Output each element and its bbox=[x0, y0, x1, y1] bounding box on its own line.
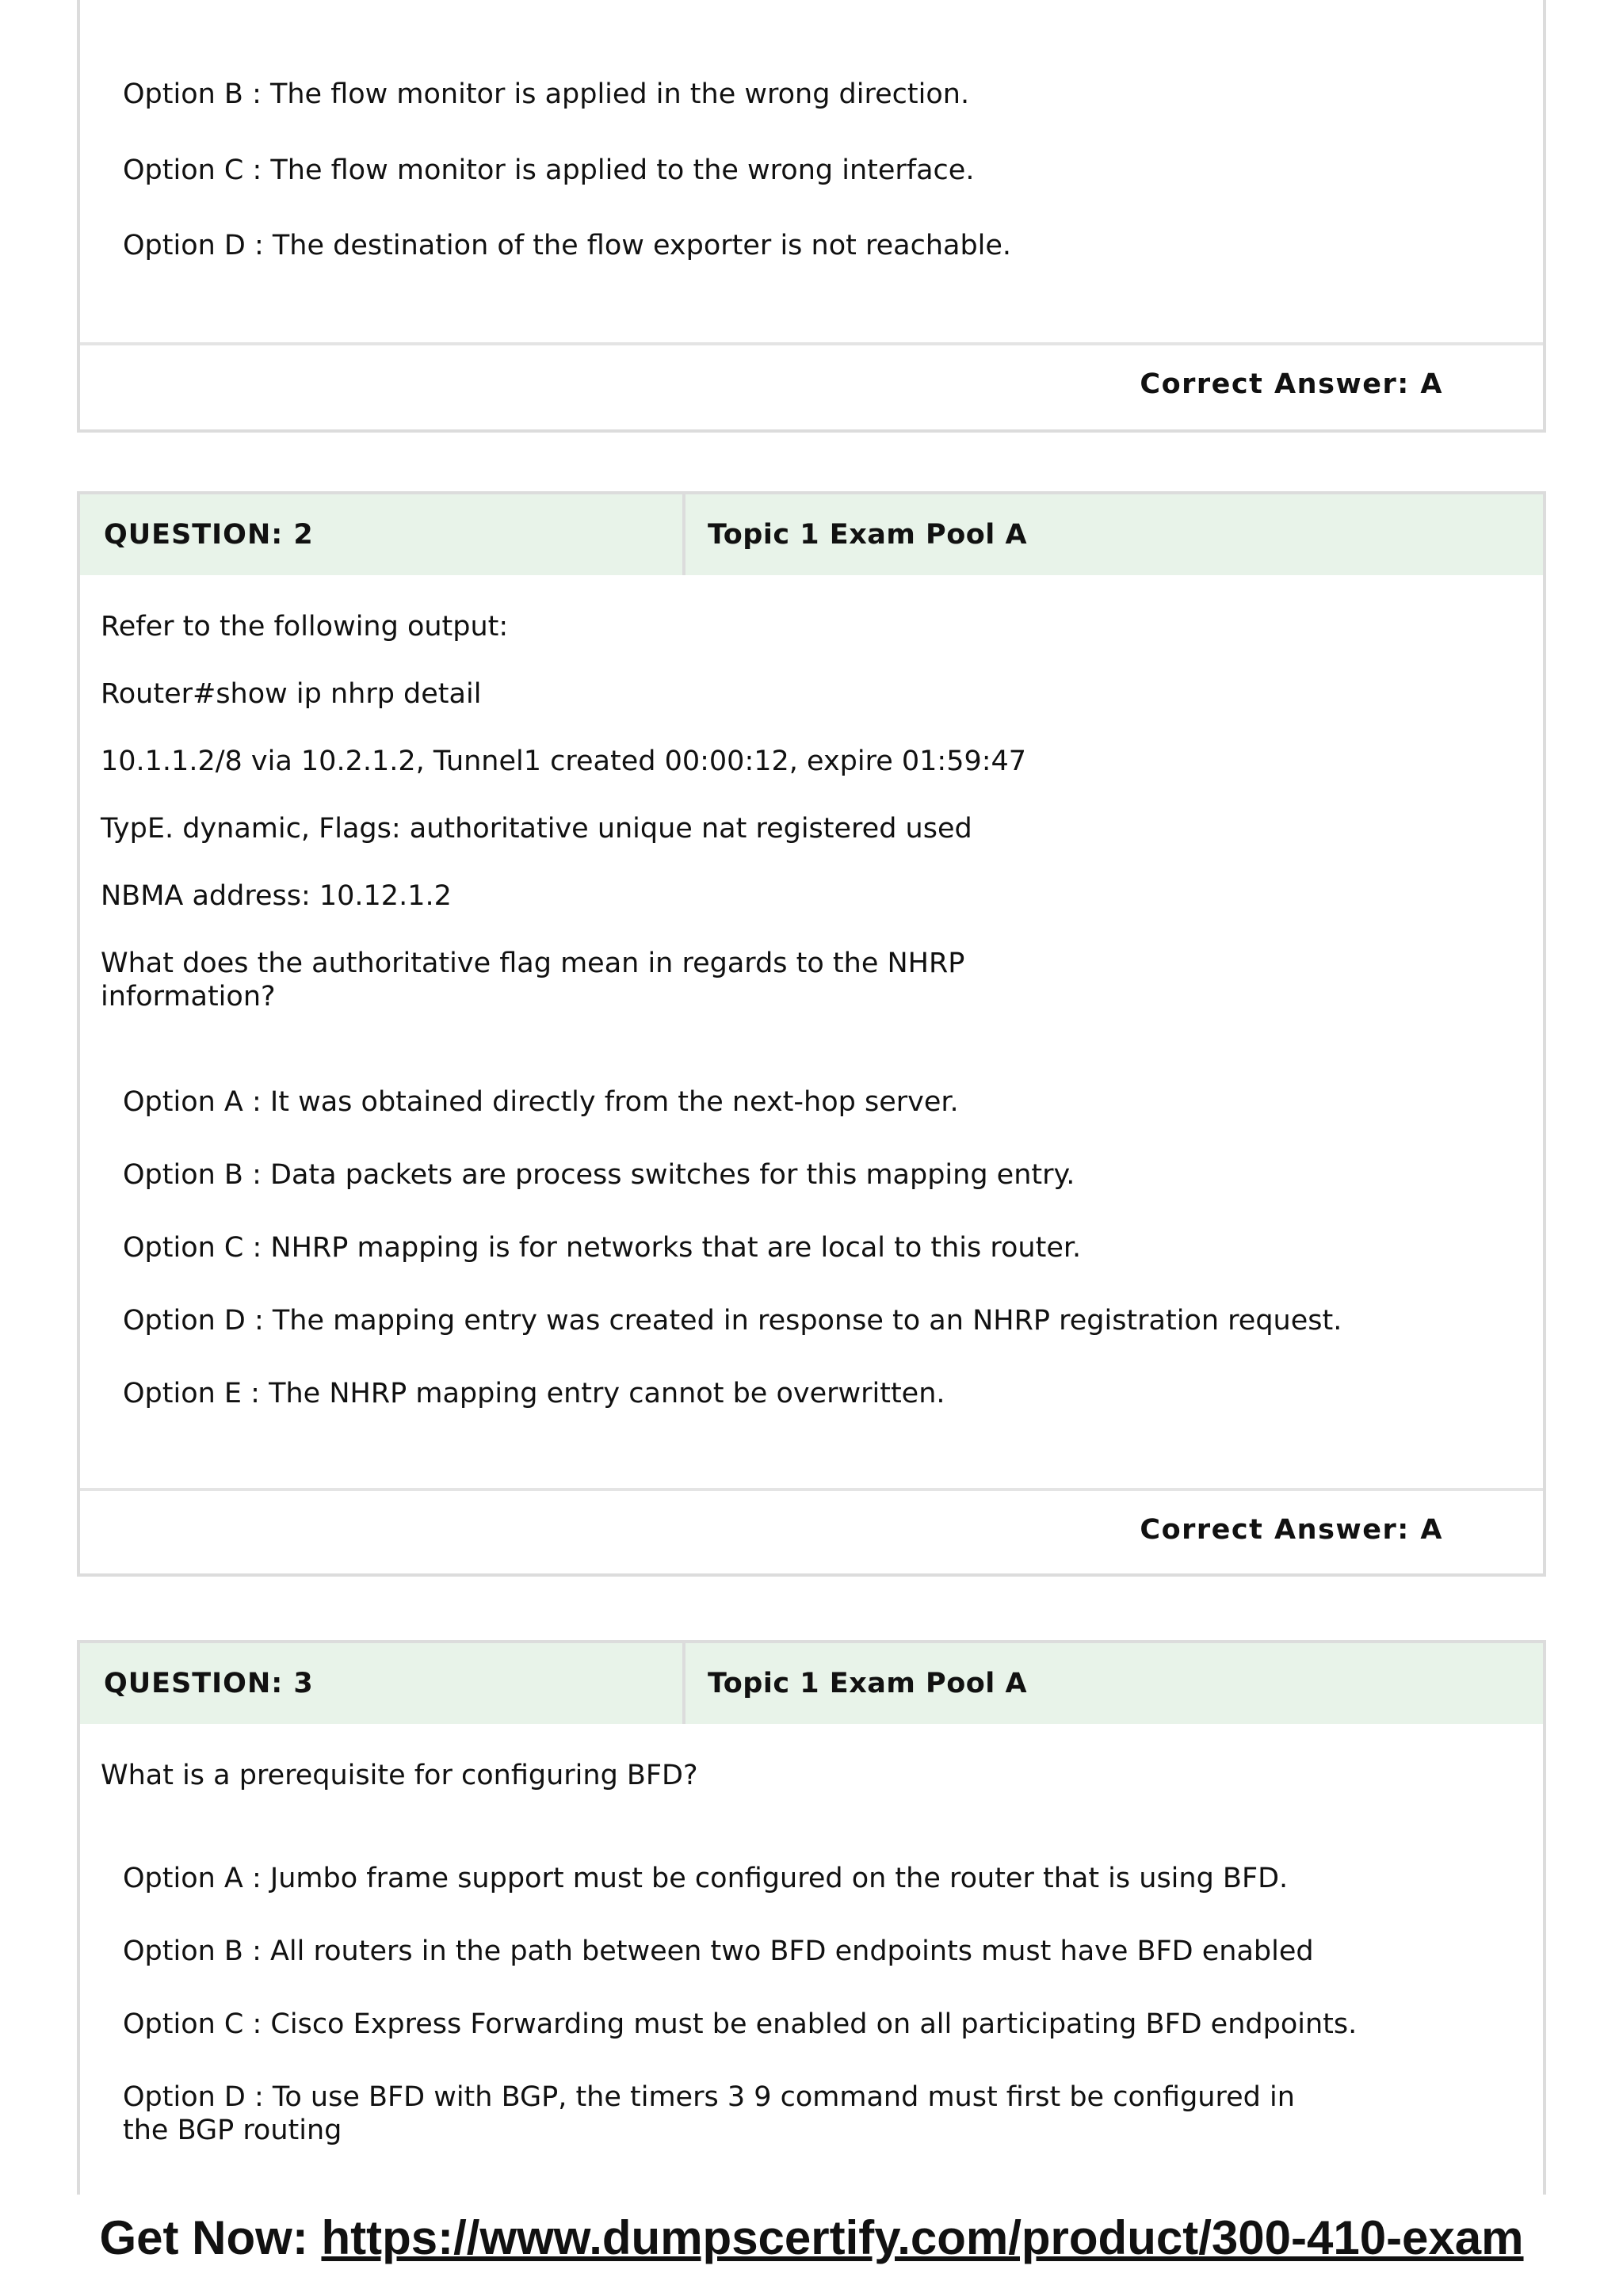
question-2-card bbox=[77, 491, 1546, 1577]
answer-divider bbox=[80, 342, 1543, 345]
question-header bbox=[80, 494, 1543, 575]
question-text: What does the authoritative flag mean in regards to the NHRP information? bbox=[101, 948, 965, 1013]
question-stem-line: Refer to the following output: bbox=[101, 611, 509, 643]
option-d: Option D : The mapping entry was created in response to an NHRP registration request. bbox=[123, 1305, 1342, 1337]
correct-answer: Correct Answer: A bbox=[1140, 1514, 1443, 1546]
question-stem-line: 10.1.1.2/8 via 10.2.1.2, Tunnel1 created 00:00:12, expire 01:59:47 bbox=[101, 746, 1027, 777]
answer-divider bbox=[80, 1488, 1543, 1491]
option-c: Option C : The flow monitor is applied to the wrong interface. bbox=[123, 154, 975, 186]
option-b: Option B : Data packets are process switches for this mapping entry. bbox=[123, 1159, 1075, 1191]
option-e: Option E : The NHRP mapping entry cannot be overwritten. bbox=[123, 1378, 945, 1409]
option-d: Option D : The destination of the flow exporter is not reachable. bbox=[123, 230, 1012, 261]
question-3-card bbox=[77, 1640, 1546, 2195]
option-c: Option C : NHRP mapping is for networks that are local to this router. bbox=[123, 1232, 1082, 1264]
question-topic: Topic 1 Exam Pool A bbox=[708, 1668, 1028, 1699]
option-a: Option A : Jumbo frame support must be configured on the router that is using BFD. bbox=[123, 1863, 1289, 1894]
question-text: What is a prerequisite for configuring BFD? bbox=[101, 1760, 698, 1791]
question-stem-line: TypE. dynamic, Flags: authoritative unique nat registered used bbox=[101, 813, 972, 845]
option-c: Option C : Cisco Express Forwarding must be enabled on all participating BFD endpoints. bbox=[123, 2008, 1358, 2040]
footer-promo bbox=[0, 2210, 1623, 2265]
question-number: QUESTION: 2 bbox=[80, 494, 685, 575]
footer-link[interactable]: https://www.dumpscertify.com/product/300-410-exam bbox=[321, 2211, 1524, 2264]
option-a: Option A : It was obtained directly from the next-hop server. bbox=[123, 1086, 959, 1118]
question-1-card bbox=[77, 0, 1546, 433]
option-d: Option D : To use BFD with BGP, the timers 3 9 command must first be configured in the BGP routing bbox=[123, 2081, 1295, 2146]
question-topic: Topic 1 Exam Pool A bbox=[708, 519, 1028, 551]
footer-label: Get Now: bbox=[99, 2211, 322, 2264]
correct-answer: Correct Answer: A bbox=[1140, 368, 1443, 400]
question-number: QUESTION: 3 bbox=[80, 1643, 685, 1724]
question-header bbox=[80, 1643, 1543, 1724]
question-stem-line: NBMA address: 10.12.1.2 bbox=[101, 880, 452, 912]
option-b: Option B : All routers in the path between two BFD endpoints must have BFD enabled bbox=[123, 1936, 1314, 1967]
option-b: Option B : The flow monitor is applied in the wrong direction. bbox=[123, 78, 970, 110]
question-stem-line: Router#show ip nhrp detail bbox=[101, 678, 482, 710]
